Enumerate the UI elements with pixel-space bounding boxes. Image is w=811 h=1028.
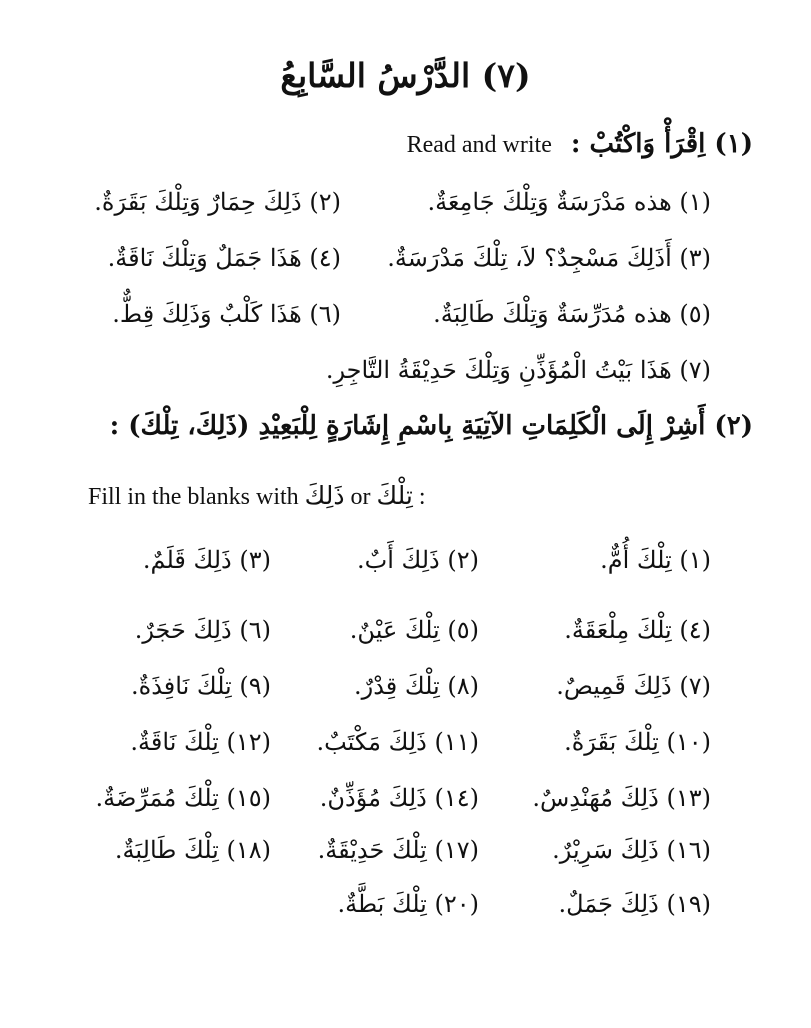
fill-item-4: (٤) تِلْكَ مِلْعَقَةٌ.: [564, 616, 711, 644]
fill-item-15: (١٥) تِلْكَ مُمَرِّضَةٌ.: [95, 784, 271, 812]
instruction-suffix: :: [418, 484, 426, 510]
fill-item-14: (١٤) ذَلِكَ مُؤَذِّنٌ.: [319, 784, 479, 812]
fill-item-19: (١٩) ذَلِكَ جَمَلٌ.: [558, 890, 711, 918]
sentence-5: (٥) هذه مُدَرِّسَةٌ وَتِلْكَ طَالِبَةٌ.: [433, 300, 711, 328]
instruction-prefix: Fill in the blanks with: [88, 484, 299, 510]
instruction-word-dhalika: ذَلِكَ: [304, 481, 345, 510]
instruction-word-tilka: تِلْكَ: [376, 481, 413, 510]
section2-heading: (٢) أَشِرْ إِلَى الْكَلِمَاتِ الآتِيَةِ بِاسْمِ إِشَارَةٍ لِلْبَعِيْدِ (ذَلِكَ، تِلْكَ) :: [109, 411, 753, 441]
instruction-or: or: [350, 484, 371, 510]
fill-item-8: (٨) تِلْكَ قِدْرٌ.: [353, 672, 479, 700]
lesson-title: (٧) الدَّرْسُ السَّابِعُ: [280, 56, 531, 95]
fill-item-16: (١٦) ذَلِكَ سَرِيْرٌ.: [552, 836, 711, 864]
section1-heading-en: Read and write: [406, 132, 552, 158]
fill-item-1: (١) تِلْكَ أُمٌّ.: [600, 546, 711, 574]
fill-item-6: (٦) ذَلِكَ حَجَرٌ.: [134, 616, 271, 644]
section1-heading-ar: (١) اِقْرَأْ وَاكْتُبْ :: [570, 129, 753, 159]
fill-item-7: (٧) ذَلِكَ قَمِيصٌ.: [556, 672, 711, 700]
sentence-1: (١) هذه مَدْرَسَةٌ وَتِلْكَ جَامِعَةٌ.: [427, 188, 711, 216]
section1-heading: [407, 124, 753, 165]
fill-item-2: (٢) ذَلِكَ أَبٌ.: [356, 546, 479, 574]
fill-item-13: (١٣) ذَلِكَ مُهَنْدِسٌ.: [532, 784, 711, 812]
fill-item-5: (٥) تِلْكَ عَيْنٌ.: [349, 616, 479, 644]
fill-item-3: (٣) ذَلِكَ قَلَمٌ.: [142, 546, 271, 574]
sentence-2: (٢) ذَلِكَ حِمَارٌ وَتِلْكَ بَقَرَةٌ.: [94, 188, 341, 216]
fill-item-20: (٢٠) تِلْكَ بَطَّةٌ.: [337, 890, 479, 918]
sentence-6: (٦) هَذَا كَلْبٌ وَذَلِكَ قِطٌّ.: [112, 300, 341, 328]
fill-item-18: (١٨) تِلْكَ طَالِبَةٌ.: [114, 836, 271, 864]
fill-item-9: (٩) تِلْكَ نَافِذَةٌ.: [130, 672, 271, 700]
fill-item-17: (١٧) تِلْكَ حَدِيْقَةٌ.: [317, 836, 479, 864]
section2-instruction: [88, 476, 425, 517]
sentence-7: (٧) هَذَا بَيْتُ الْمُؤَذِّنِ وَتِلْكَ حَدِيْقَةُ التَّاجِرِ.: [325, 356, 711, 384]
fill-item-11: (١١) ذَلِكَ مَكْتَبٌ.: [316, 728, 479, 756]
sentence-3: (٣) أَذَلِكَ مَسْجِدٌ؟ لاَ، تِلْكَ مَدْرَسَةٌ.: [387, 244, 711, 272]
fill-item-10: (١٠) تِلْكَ بَقَرَةٌ.: [564, 728, 711, 756]
sentence-4: (٤) هَذَا جَمَلٌ وَتِلْكَ نَاقَةٌ.: [107, 244, 341, 272]
fill-item-12: (١٢) تِلْكَ نَاقَةٌ.: [130, 728, 271, 756]
